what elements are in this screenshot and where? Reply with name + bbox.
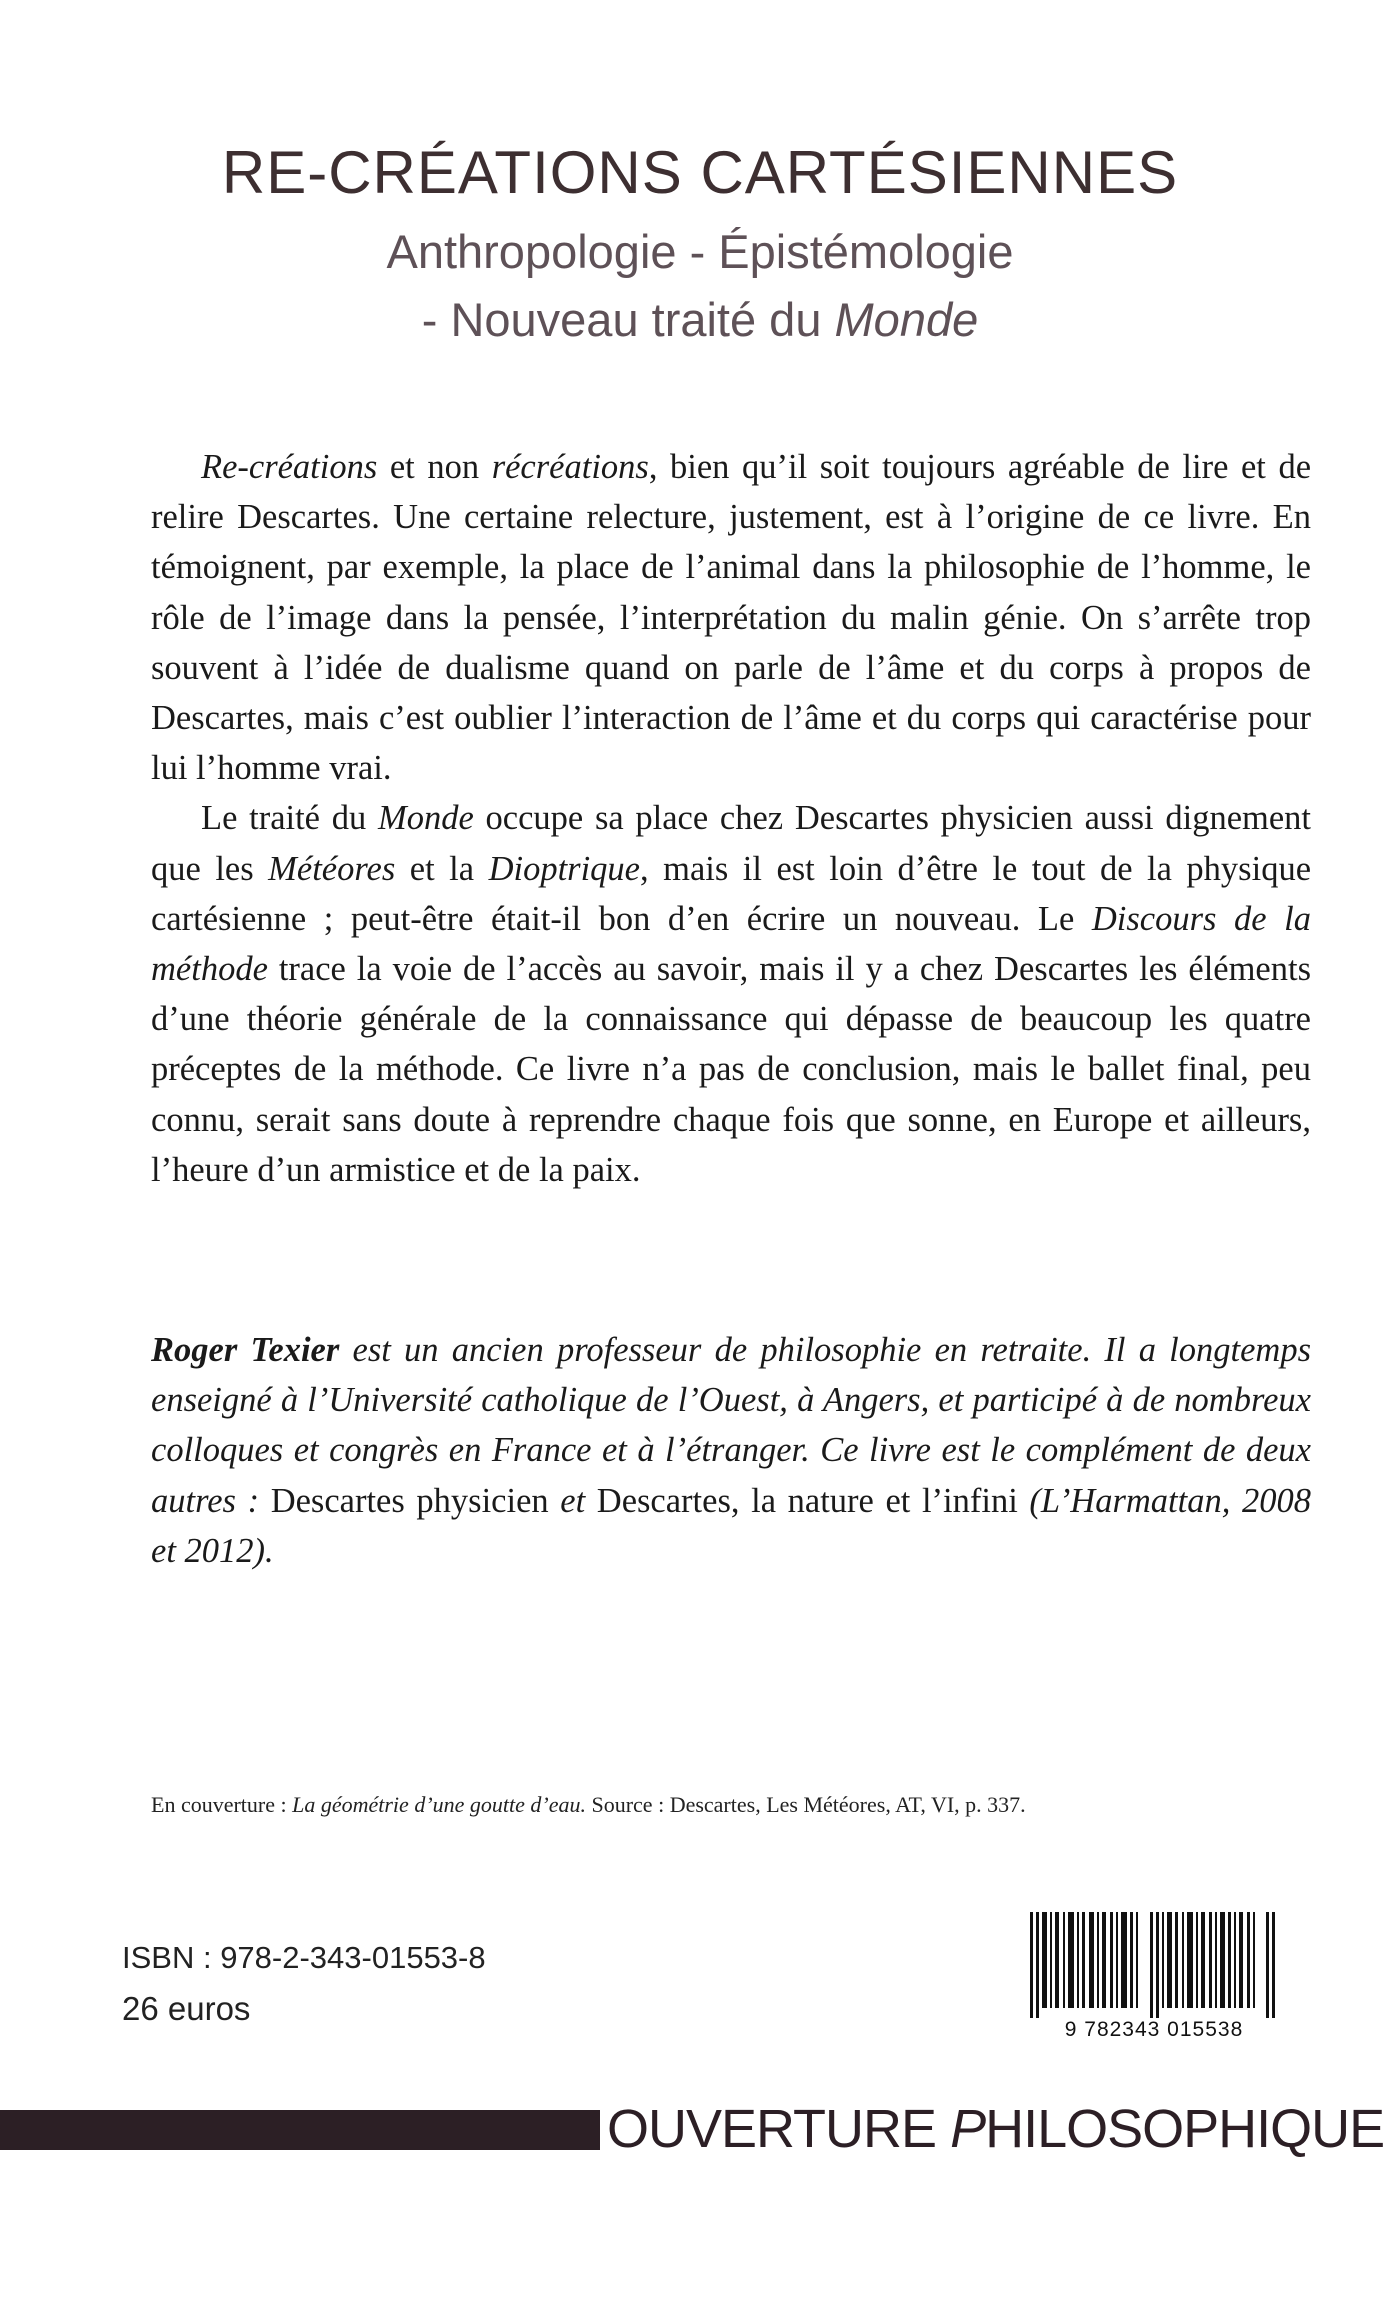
series-name-part-2: HILOSOPHIQUE bbox=[985, 2099, 1385, 2159]
p2-text-1: Le traité du bbox=[201, 799, 378, 838]
credit-prefix: En couverture : bbox=[151, 1792, 293, 1817]
subtitle-line-2-prefix: - Nouveau traité du bbox=[421, 293, 835, 346]
author-bio bbox=[151, 1325, 1311, 1576]
p2-text-3: et la bbox=[395, 849, 489, 888]
cover-credit bbox=[151, 1792, 1311, 1818]
p2-text-4: , mais il est loin d’être le tout de la physique cartésienne ; peut-être était-il bon d’en écrire un nouveau. Le bbox=[151, 849, 1312, 938]
summary-paragraph-2 bbox=[151, 793, 1311, 1195]
author-text: est un ancien professeur de philosophie en retraite. Il a longtemps enseigné à l’Université catholique de l’Ouest, à Angers, et participé à de nombreux colloques et congrès en France et à l’étranger. Ce livre est le complément de deux autres : bbox=[151, 1331, 1312, 1520]
p2-italic-2: Météores bbox=[268, 849, 396, 888]
author-and: et bbox=[548, 1481, 597, 1520]
credit-title: La géométrie d’une goutte d’eau. bbox=[292, 1792, 586, 1817]
p1-italic-2: récréations bbox=[491, 448, 649, 486]
p2-italic-4: Discours de la méthode bbox=[151, 899, 1311, 989]
p2-italic-1: Monde bbox=[377, 799, 474, 838]
subtitle-line-2-italic: Monde bbox=[834, 293, 979, 346]
subtitle-line-2 bbox=[0, 292, 1400, 347]
book-title: RE-CRÉATIONS CARTÉSIENNES bbox=[221, 139, 1179, 206]
p1-text-1: et non bbox=[377, 448, 492, 486]
summary-text bbox=[151, 442, 1311, 1195]
p2-italic-3: Dioptrique bbox=[488, 849, 640, 888]
series-name bbox=[607, 2098, 1384, 2160]
series-name-italic: P bbox=[950, 2099, 986, 2159]
p2-text-5: trace la voie de l’accès au savoir, mais il y a chez Descartes les éléments d’une théorie générale de la connaissance qui dépasse de beaucoup les quatre préceptes de la méthode. Ce livre n’a pas de conclusion, mais le ballet final, peu connu, serait sans doute à reprendre chaque fois que sonne, en Europe et ailleurs, l’heure d’un armistice et de la paix. bbox=[151, 950, 1311, 1189]
barcode-digits: 9 782343 015538 bbox=[1064, 2018, 1244, 2041]
p1-text-2: , bien qu’il soit toujours agréable de lire et de relire Descartes. Une certaine relecture, justement, est à l’origine de ce livre. En témoignent, par exemple, la place de l’animal dans la philosophie de l’homme, le rôle de l’image dans la pensée, l’interprétation du malin génie. On s’arrête trop souvent à l’idée de dualisme quand on parle de l’âme et du corps à propos de Descartes, mais c’est oublier l’interaction de l’âme et du corps qui caractérise pour lui l’homme vrai. bbox=[151, 448, 1312, 788]
p2-text-2: occupe sa place chez Descartes physicien aussi dignement que les bbox=[151, 799, 1311, 888]
barcode-bars-icon bbox=[1026, 1912, 1282, 2018]
credit-source: Source : Descartes, Les Météores, AT, VI, p. 337. bbox=[585, 1792, 1026, 1817]
series-band bbox=[0, 2110, 600, 2150]
price: 26 euros bbox=[122, 1990, 251, 2027]
series-name-part-1: OUVERTURE bbox=[607, 2099, 951, 2159]
barcode bbox=[1026, 1912, 1282, 2042]
subtitle-line-1: Anthropologie - Épistémologie bbox=[386, 225, 1014, 278]
p1-italic-1: Re-créations bbox=[201, 448, 378, 486]
book-title-1: Descartes physicien bbox=[270, 1481, 549, 1520]
book-title-2: Descartes, la nature et l’infini bbox=[596, 1481, 1018, 1520]
publisher-info: (L’Harmattan, 2008 et 2012). bbox=[151, 1481, 1311, 1570]
summary-paragraph-1 bbox=[151, 442, 1311, 793]
author-name: Roger Texier bbox=[151, 1331, 340, 1369]
isbn: ISBN : 978-2-343-01553-8 bbox=[122, 1940, 486, 1975]
